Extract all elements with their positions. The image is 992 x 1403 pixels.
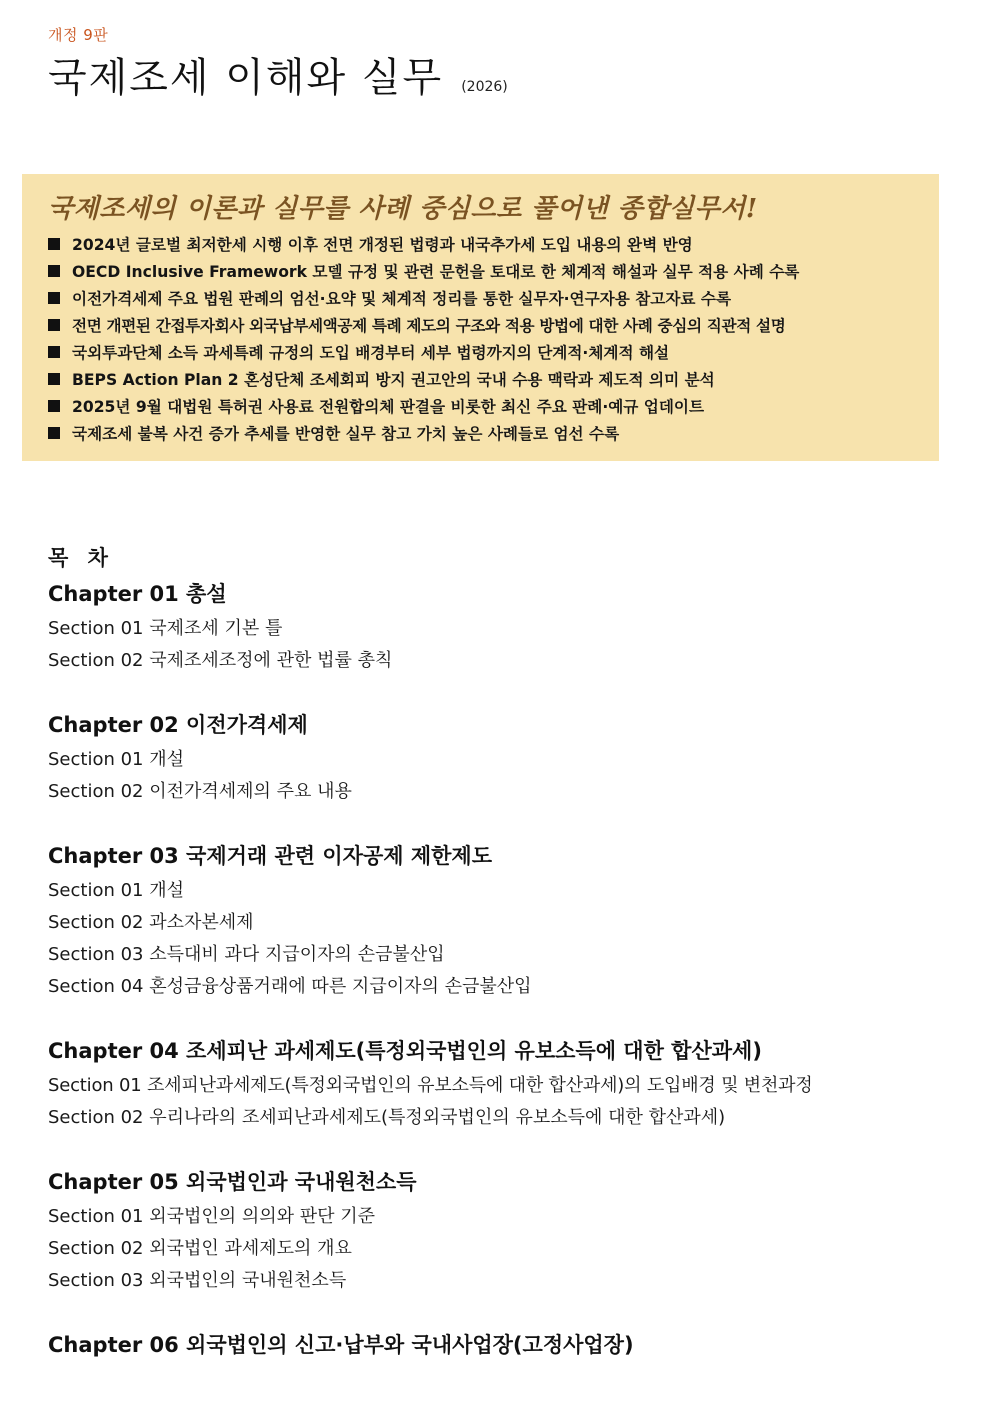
section-item: Section 02 외국법인 과세제도의 개요 (48, 1238, 352, 1259)
promo-headline: 국제조세의 이론과 실무를 사례 중심으로 풀어낸 종합실무서! (48, 194, 758, 224)
chapter-03 (48, 838, 948, 1003)
square-bullet-icon (48, 292, 60, 304)
chapter-title: Chapter 02 이전가격세제 (48, 713, 308, 737)
chapter-02 (48, 707, 948, 808)
promo-bullet (48, 365, 939, 392)
section-item: Section 03 소득대비 과다 지급이자의 손금불산입 (48, 944, 445, 965)
square-bullet-icon (48, 400, 60, 412)
chapter-title: Chapter 01 총설 (48, 582, 227, 606)
promo-bullet (48, 231, 939, 258)
square-bullet-icon (48, 427, 60, 439)
chapter-spacer (48, 808, 948, 838)
section-item: Section 01 개설 (48, 880, 184, 901)
promo-box (22, 174, 939, 461)
section-item: Section 02 우리나라의 조세피난과세제도(특정외국법인의 유보소득에 대한 합산과세) (48, 1107, 726, 1128)
publication-year: (2026) (461, 79, 508, 95)
promo-bullet (48, 258, 939, 285)
chapter-spacer (48, 677, 948, 707)
chapter-title: Chapter 04 조세피난 과세제도(특정외국법인의 유보소득에 대한 합산과세) (48, 1039, 762, 1063)
section-list (48, 1201, 948, 1297)
section-list (48, 744, 948, 808)
square-bullet-icon (48, 319, 60, 331)
promo-bullet-text: 국외투과단체 소득 과세특례 규정의 도입 배경부터 세부 법령까지의 단계적·체계적 해설 (72, 344, 670, 362)
chapter-title: Chapter 06 외국법인의 신고·납부와 국내사업장(고정사업장) (48, 1333, 634, 1357)
chapter-title: Chapter 05 외국법인과 국내원천소득 (48, 1170, 417, 1194)
edition-label: 개정 9판 (48, 26, 109, 44)
section-item: Section 02 국제조세조정에 관한 법률 총칙 (48, 650, 393, 671)
chapter-spacer (48, 1297, 948, 1327)
square-bullet-icon (48, 265, 60, 277)
promo-bullet-text: 이전가격세제 주요 법원 판례의 엄선·요약 및 체계적 정리를 통한 실무자·연구자용 참고자료 수록 (72, 290, 732, 309)
square-bullet-icon (48, 373, 60, 385)
square-bullet-icon (48, 346, 60, 358)
section-list (48, 613, 948, 677)
promo-bullet-text: 2025년 9월 대법원 특허권 사용료 전원합의체 판결을 비롯한 최신 주요 판례·예규 업데이트 (72, 397, 705, 416)
section-item: Section 02 이전가격세제의 주요 내용 (48, 781, 352, 802)
section-item: Section 04 혼성금융상품거래에 따른 지급이자의 손금불산입 (48, 976, 532, 997)
section-list (48, 1070, 948, 1134)
promo-bullet-text: BEPS Action Plan 2 혼성단체 조세회피 방지 권고안의 국내 수용 맥락과 제도적 의미 분석 (72, 370, 715, 389)
square-bullet-icon (48, 238, 60, 250)
section-item: Section 01 외국법인의 의의와 판단 기준 (48, 1206, 376, 1227)
section-item: Section 01 국제조세 기본 틀 (48, 618, 283, 639)
chapter-spacer (48, 1003, 948, 1033)
section-item: Section 01 개설 (48, 749, 184, 770)
toc-title: 목 차 (48, 546, 114, 570)
section-item: Section 01 조세피난과세제도(특정외국법인의 유보소득에 대한 합산과세)의 도입배경 및 변천과정 (48, 1075, 813, 1096)
promo-bullet (48, 285, 939, 312)
title-row (48, 46, 508, 103)
chapter-05 (48, 1164, 948, 1297)
chapter-06 (48, 1327, 948, 1364)
chapter-01 (48, 576, 948, 677)
table-of-contents (48, 540, 948, 1364)
chapter-title: Chapter 03 국제거래 관련 이자공제 제한제도 (48, 844, 492, 868)
section-list (48, 875, 948, 1003)
promo-bullet (48, 339, 939, 366)
promo-bullet-text: 전면 개편된 간접투자회사 외국납부세액공제 특례 제도의 구조와 적용 방법에 대한 사례 중심의 직관적 설명 (72, 317, 786, 336)
chapter-04 (48, 1033, 948, 1134)
promo-bullet (48, 312, 939, 339)
promo-bullet-text: 2024년 글로벌 최저한세 시행 이후 전면 개정된 법령과 내국추가세 도입 내용의 완벽 반영 (72, 236, 693, 255)
promo-bullet-text: 국제조세 불복 사건 증가 추세를 반영한 실무 참고 가치 높은 사례들로 엄선 수록 (72, 424, 620, 443)
chapter-spacer (48, 1134, 948, 1164)
promo-bullet (48, 419, 939, 446)
promo-bullet-text: OECD Inclusive Framework 모델 규정 및 관련 문헌을 토대로 한 체계적 해설과 실무 적용 사례 수록 (72, 263, 800, 282)
section-item: Section 02 과소자본세제 (48, 912, 254, 933)
promo-bullet (48, 392, 939, 419)
promo-bullet-list (48, 231, 939, 446)
section-item: Section 03 외국법인의 국내원천소득 (48, 1270, 347, 1291)
book-title: 국제조세 이해와 실무 (48, 55, 444, 101)
